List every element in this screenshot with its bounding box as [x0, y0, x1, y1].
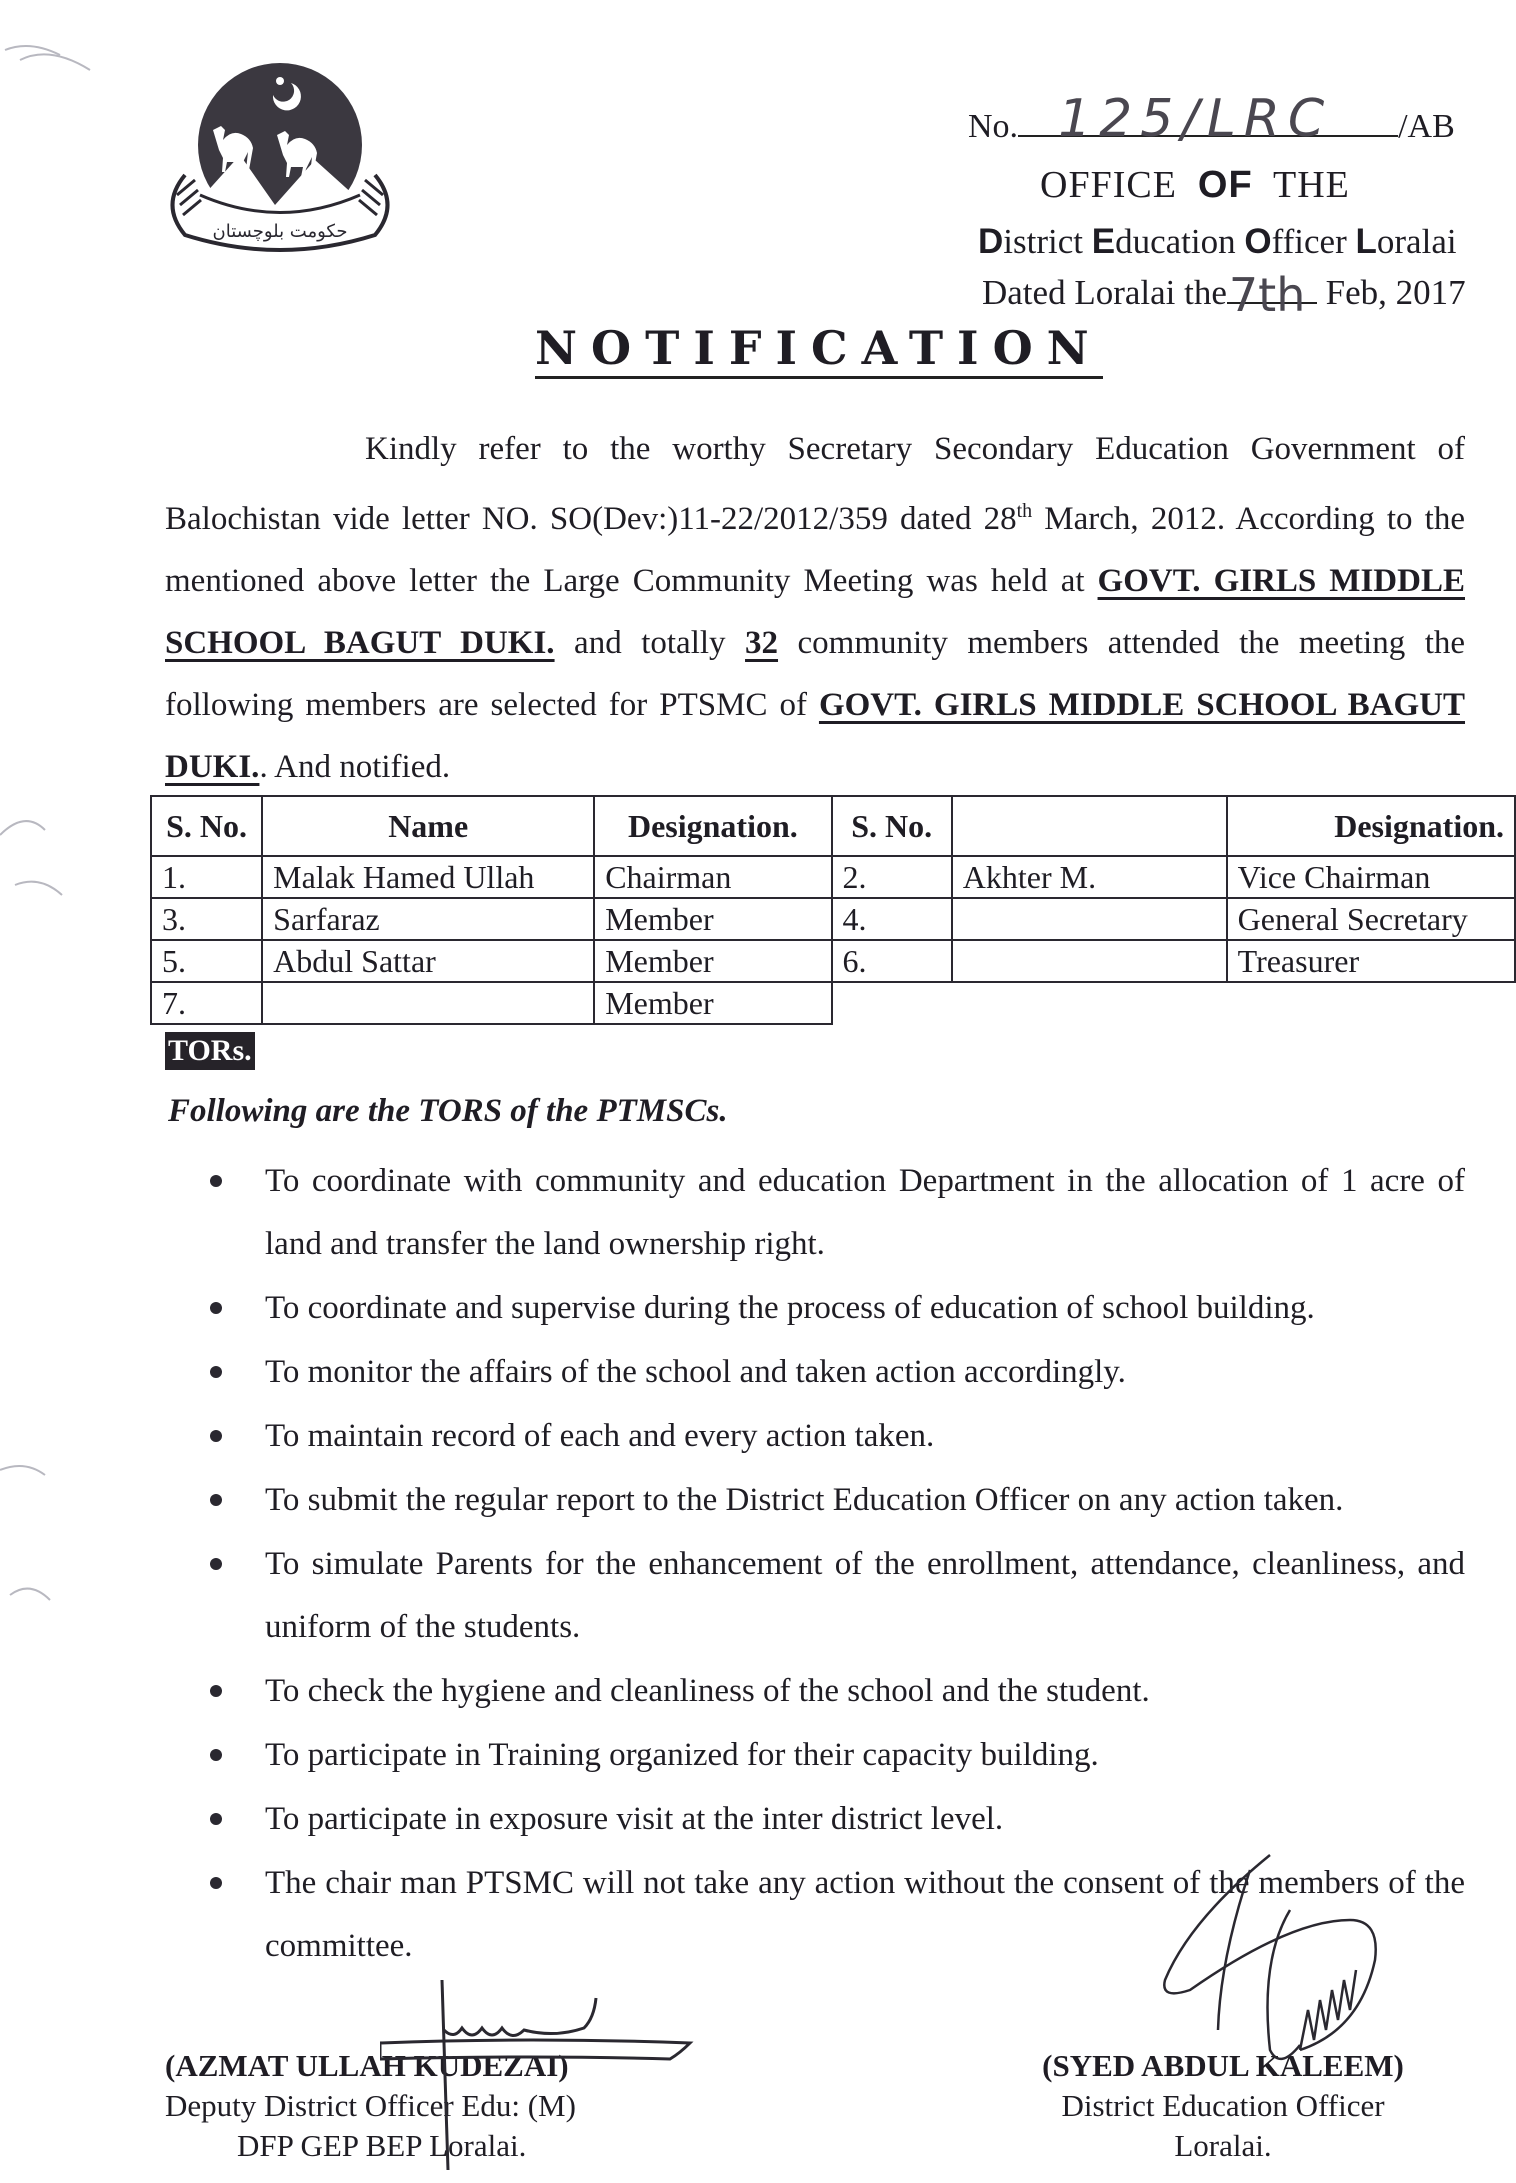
- office-heading: [1040, 163, 1350, 207]
- bullet-icon: [210, 1366, 222, 1378]
- table-header-row: [151, 796, 1515, 856]
- cell-designation: Member: [594, 898, 831, 940]
- list-item-text: To participate in Training organized for their capacity building.: [265, 1737, 1099, 1773]
- bullet-icon: [210, 1685, 222, 1697]
- date-suffix: Feb, 2017: [1325, 273, 1466, 312]
- cell-designation: Member: [594, 940, 831, 982]
- list-item: [210, 1533, 1465, 1659]
- tors-intro: Following are the TORS of the PTMSCs.: [168, 1093, 728, 1129]
- bullet-icon: [210, 1558, 222, 1570]
- reference-number-field: [1018, 89, 1398, 149]
- emblem-caption: حکومت بلوچستان: [212, 221, 348, 242]
- cell-name: Abdul Sattar: [262, 940, 594, 982]
- column-header: S. No.: [151, 796, 262, 856]
- date-prefix: Dated Loralai the: [982, 273, 1227, 312]
- initial-e: E: [1091, 222, 1116, 261]
- word-rest: istrict: [1003, 222, 1083, 261]
- table-row: [151, 856, 1515, 898]
- list-item: [210, 1469, 1465, 1532]
- signatory-title: District Education Officer: [1061, 2088, 1385, 2123]
- list-item-text: To monitor the affairs of the school and taken action accordingly.: [265, 1354, 1126, 1390]
- page-title: NOTIFICATION: [535, 322, 1103, 379]
- cell-serial: 6.: [832, 940, 952, 982]
- cell-designation: Member: [594, 982, 831, 1024]
- cell-serial: 4.: [832, 898, 952, 940]
- list-item-text: To coordinate with community and education Department in the allocation of 1 acre of land and transfer the land ownership right.: [265, 1163, 1465, 1262]
- list-item-text: To participate in exposure visit at the inter district level.: [265, 1801, 1004, 1837]
- body-text: Kindly refer to the worthy Secretary Secondary Education Government of Balochistan vide letter NO. SO(Dev:)11-22/2012/359 dated 28: [165, 431, 1465, 537]
- body-text: and totally: [554, 625, 746, 661]
- bullet-icon: [210, 1813, 222, 1825]
- cell-serial: 5.: [151, 940, 262, 982]
- cell-serial: 3.: [151, 898, 262, 940]
- balochistan-emblem-logo: [155, 55, 405, 270]
- signatory-name: (SYED ABDUL KALEEM): [1042, 2048, 1404, 2083]
- cell-serial: 1.: [151, 856, 262, 898]
- of-word: OF: [1197, 164, 1253, 206]
- word-rest: ducation: [1115, 222, 1236, 261]
- body-text: March, 2012. According to the mentioned above letter the Large Community Meeting was held at: [165, 501, 1465, 599]
- list-item: [210, 1788, 1465, 1851]
- list-item-text: To simulate Parents for the enhancement of the enrollment, attendance, cleanliness, and uniform of the students.: [265, 1546, 1465, 1645]
- list-item: [210, 1341, 1465, 1404]
- cell-designation: Vice Chairman: [1227, 856, 1515, 898]
- signatory-name: (AZMAT ULLAH KUDEZAI): [165, 2048, 569, 2083]
- body-text: . And notified.: [259, 749, 451, 785]
- the-word: THE: [1273, 164, 1350, 206]
- notification-body: [165, 418, 1465, 798]
- school-name: GOVT. GIRLS MIDDLE SCHOOL BAGUT DUKI.: [165, 687, 1466, 785]
- cell-serial: 7.: [151, 982, 262, 1024]
- body-text: community members attended the meeting the following members are selected for PTSMC of: [165, 625, 1466, 723]
- bullet-icon: [210, 1302, 222, 1314]
- cell-designation: Chairman: [594, 856, 831, 898]
- cell-name: Sarfaraz: [262, 898, 594, 940]
- bullet-icon: [210, 1430, 222, 1442]
- empty-cell: [832, 982, 1515, 1024]
- handwritten-date: 7th: [1228, 268, 1306, 322]
- word-rest: fficer: [1271, 222, 1347, 261]
- list-item-text: To coordinate and supervise during the process of education of school building.: [265, 1290, 1315, 1326]
- list-item: [210, 1724, 1465, 1787]
- list-item: [210, 1277, 1465, 1340]
- date-line: [982, 268, 1466, 322]
- cell-name: [952, 898, 1227, 940]
- handwritten-signature-left: [380, 1975, 710, 2175]
- column-header: Designation.: [594, 796, 831, 856]
- ordinal-suffix: th: [1016, 500, 1033, 522]
- reference-number-label: No.: [968, 108, 1019, 145]
- bullet-icon: [210, 1175, 222, 1187]
- initial-o: O: [1244, 222, 1272, 261]
- table-row: [151, 982, 1515, 1024]
- cell-designation: Treasurer: [1227, 940, 1515, 982]
- cell-name: [952, 940, 1227, 982]
- reference-number: [968, 89, 1455, 149]
- word-rest: oralai: [1376, 222, 1457, 261]
- initial-l: L: [1355, 222, 1377, 261]
- handwritten-signature-right: [1150, 1850, 1410, 2070]
- column-header: [952, 796, 1227, 856]
- office-word: OFFICE: [1040, 164, 1177, 206]
- reference-number-suffix: /AB: [1398, 108, 1455, 145]
- scan-margin-marks: [0, 0, 150, 1700]
- list-item-text: To maintain record of each and every action taken.: [265, 1418, 935, 1454]
- bullet-icon: [210, 1749, 222, 1761]
- office-name: [978, 222, 1457, 262]
- initial-d: D: [978, 222, 1004, 261]
- table-row: [151, 940, 1515, 982]
- list-item: [210, 1405, 1465, 1468]
- signatory-title: Deputy District Officer Edu: (M): [165, 2088, 576, 2123]
- signatory-location: DFP GEP BEP Loralai.: [237, 2128, 527, 2163]
- school-name: GOVT. GIRLS MIDDLE SCHOOL BAGUT DUKI.: [165, 563, 1465, 661]
- list-item: [210, 1150, 1465, 1276]
- committee-members-table: [150, 795, 1516, 1025]
- handwritten-reference-number: 125/LRC: [1058, 89, 1333, 149]
- tors-label: TORs.: [165, 1032, 255, 1070]
- column-header: S. No.: [832, 796, 952, 856]
- list-item: [210, 1660, 1465, 1723]
- column-header: Designation.: [1227, 796, 1515, 856]
- cell-name: Malak Hamed Ullah: [262, 856, 594, 898]
- attendee-count: 32: [745, 625, 779, 661]
- cell-designation: General Secretary: [1227, 898, 1515, 940]
- bullet-icon: [210, 1877, 222, 1889]
- list-item-text: To submit the regular report to the District Education Officer on any action taken.: [265, 1482, 1344, 1518]
- table-row: [151, 898, 1515, 940]
- column-header: Name: [262, 796, 594, 856]
- cell-name: Akhter M.: [952, 856, 1227, 898]
- signatory-location: Loralai.: [1174, 2128, 1272, 2163]
- bullet-icon: [210, 1494, 222, 1506]
- list-item-text: The chair man PTSMC will not take any action without the consent of the members of the committee.: [265, 1865, 1465, 1964]
- date-field: [1227, 268, 1317, 322]
- cell-serial: 2.: [832, 856, 952, 898]
- list-item-text: To check the hygiene and cleanliness of the school and the student.: [265, 1673, 1150, 1709]
- cell-name: [262, 982, 594, 1024]
